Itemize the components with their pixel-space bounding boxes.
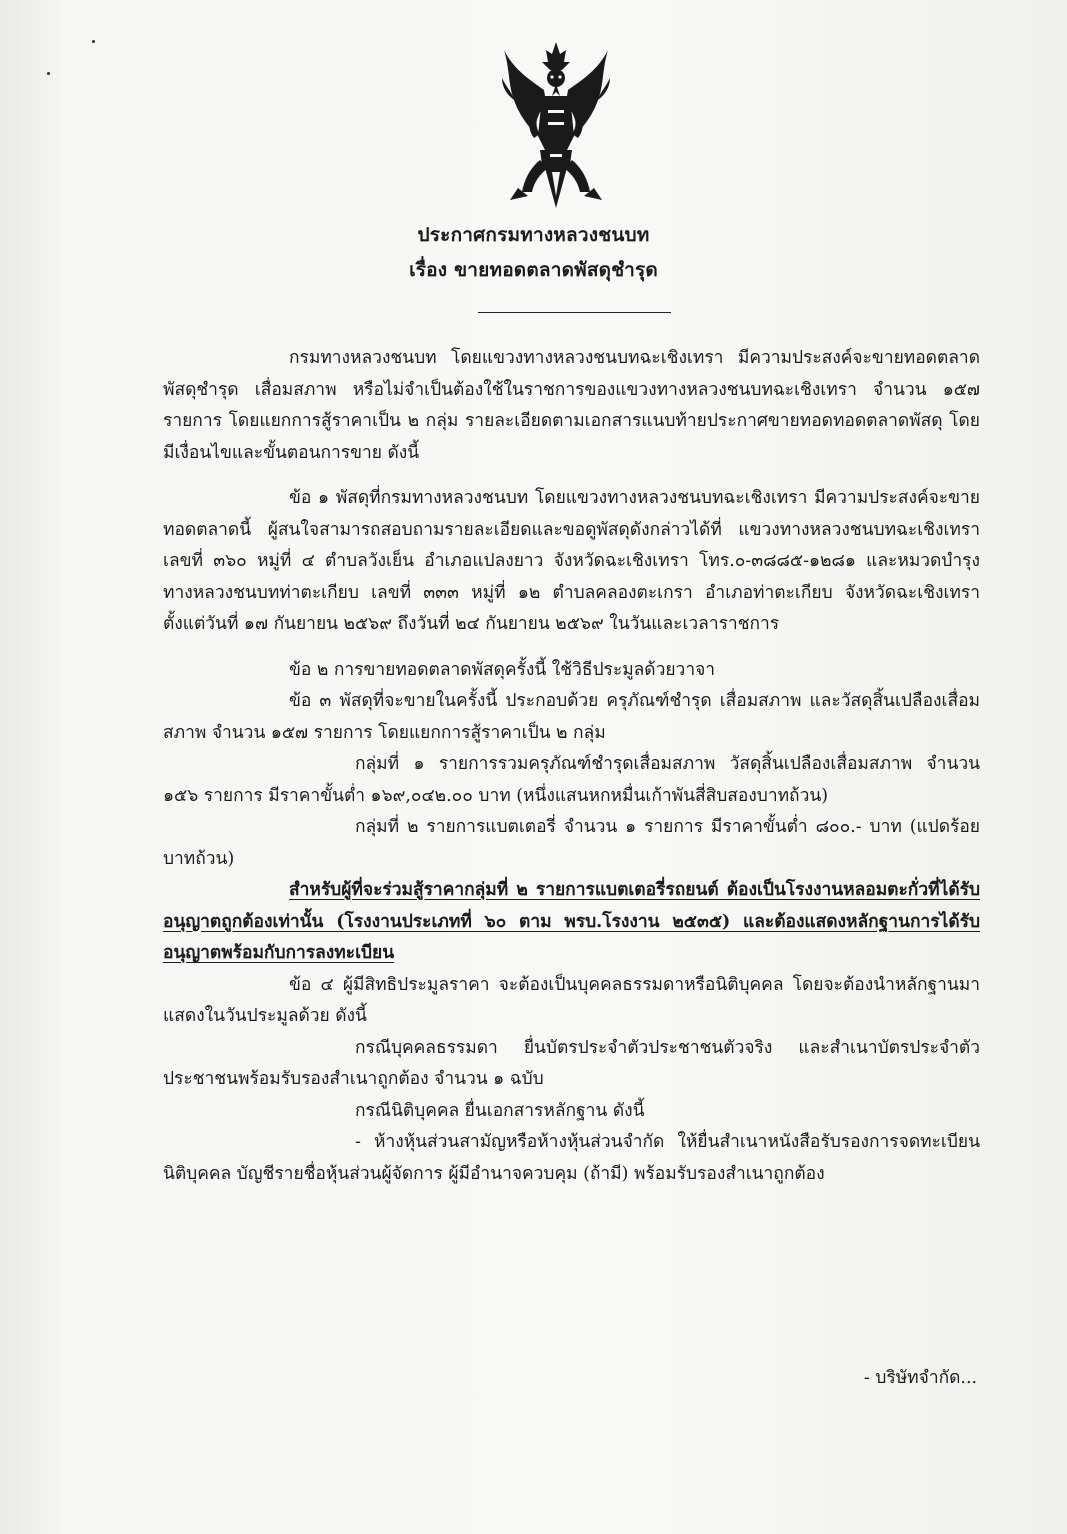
clause-4: ข้อ ๔ ผู้มีสิทธิประมูลราคา จะต้องเป็นบุคคลธรรมดาหรือนิติบุคคล โดยจะต้องนำหลักฐานมาแสดงในวันประมูลด้วย ดังนี้ — [163, 974, 980, 1026]
intro-paragraph: กรมทางหลวงชนบท โดยแขวงทางหลวงชนบทฉะเชิงเทรา มีความประสงค์จะขายทอดตลาดพัสดุชำรุด เสื่อมสภาพ หรือไม่จำเป็นต้องใช้ในราชการของแขวงทางหลวงชนบทฉะเชิงเทรา จำนวน ๑๕๗ รายการ โดยแยกการสู้ราคาเป็น ๒ กลุ่ม รายละเอียดตามเอกสารแนบท้ายประกาศขายทอดทอดตลาดพัสดุ โดยมีเงื่อนไขและขั้นตอนการขาย ดังนี้ — [163, 348, 980, 463]
garuda-emblem-icon — [500, 40, 612, 212]
battery-notice: สำหรับผู้ที่จะร่วมสู้ราคากลุ่มที่ ๒ รายการแบตเตอรี่รถยนต์ ต้องเป็นโรงงานหลอมตะกั่วที่ได้รับอนุญาตถูกต้องเท่านั้น (โรงงานประเภทที่ ๖๐ ตาม พรบ.โรงงาน ๒๕๓๕) และต้องแสดงหลักฐานการได้รับอนุญาตพร้อมกับการลงทะเบียน — [163, 880, 980, 963]
natural-person-requirements: กรณีบุคคลธรรมดา ยื่นบัตรประจำตัวประชาชนตัวจริง และสำเนาบัตรประจำตัวประชาชนพร้อมรับรองสำเนาถูกต้อง จำนวน ๑ ฉบับ — [163, 1037, 980, 1089]
title-divider — [478, 312, 671, 313]
group-2: กลุ่มที่ ๒ รายการแบตเตอรี่ จำนวน ๑ รายการ มีราคาขั้นต่ำ ๘๐๐.- บาท (แปดร้อยบาทถ้วน) — [163, 817, 980, 869]
partnership-requirements: - ห้างหุ้นส่วนสามัญหรือห้างหุ้นส่วนจำกัด ให้ยื่นสำเนาหนังสือรับรองการจดทะเบียนนิติบุคคล บัญชีรายชื่อหุ้นส่วนผู้จัดการ ผู้มีอำนาจควบคุม (ถ้ามี) พร้อมรับรองสำเนาถูกต้อง — [163, 1132, 980, 1184]
scan-speck — [92, 40, 95, 43]
clause-3: ข้อ ๓ พัสดุที่จะขายในครั้งนี้ ประกอบด้วย ครุภัณฑ์ชำรุด เสื่อมสภาพ และวัสดุสิ้นเปลืองเสื่อมสภาพ จำนวน ๑๕๗ รายการ โดยแยกการสู้ราคาเป็น ๒ กลุ่ม — [163, 691, 980, 743]
announcement-subject: เรื่อง ขายทอดตลาดพัสดุชำรุด — [409, 259, 658, 281]
announcement-body — [163, 343, 980, 1190]
scan-speck — [47, 72, 50, 75]
juristic-person-requirements: กรณีนิติบุคคล ยื่นเอกสารหลักฐาน ดังนี้ — [355, 1100, 645, 1121]
clause-2: ข้อ ๒ การขายทอดตลาดพัสดุครั้งนี้ ใช้วิธีประมูลด้วยวาจา — [289, 659, 716, 680]
announcement-issuer: ประกาศกรมทางหลวงชนบท — [417, 224, 650, 246]
group-1: กลุ่มที่ ๑ รายการรวมครุภัณฑ์ชำรุดเสื่อมสภาพ วัสดุสิ้นเปลืองเสื่อมสภาพ จำนวน ๑๕๖ รายการ มีราคาขั้นต่ำ ๑๖๙,๐๔๒.๐๐ บาท (หนึ่งแสนหกหมื่นเก้าพันสี่สิบสองบาทถ้วน) — [163, 754, 980, 806]
clause-1: ข้อ ๑ พัสดุที่กรมทางหลวงชนบท โดยแขวงทางหลวงชนบทฉะเชิงเทรา มีความประสงค์จะขายทอดตลาดนี้ ผู้สนใจสามารถสอบถามรายละเอียดและขอดูพัสดุดังกล่าวได้ที่ แขวงทางหลวงชนบทฉะเชิงเทรา เลขที่ ๓๖๐ หมู่ที่ ๔ ตำบลวังเย็น อำเภอแปลงยาว จังหวัดฉะเชิงเทรา โทร.๐-๓๘๘๕-๑๒๘๑ และหมวดบำรุงทางหลวงชนบทท่าตะเกียบ เลขที่ ๓๓๓ หมู่ที่ ๑๒ ตำบลคลองตะเกรา อำเภอท่าตะเกียบ จังหวัดฉะเชิงเทรา ตั้งแต่วันที่ ๑๗ กันยายน ๒๕๖๙ ถึงวันที่ ๒๔ กันยายน ๒๕๖๙ ในวันและเวลาราชการ — [163, 488, 980, 634]
continuation-marker: - บริษัทจำกัด... — [863, 1368, 977, 1388]
